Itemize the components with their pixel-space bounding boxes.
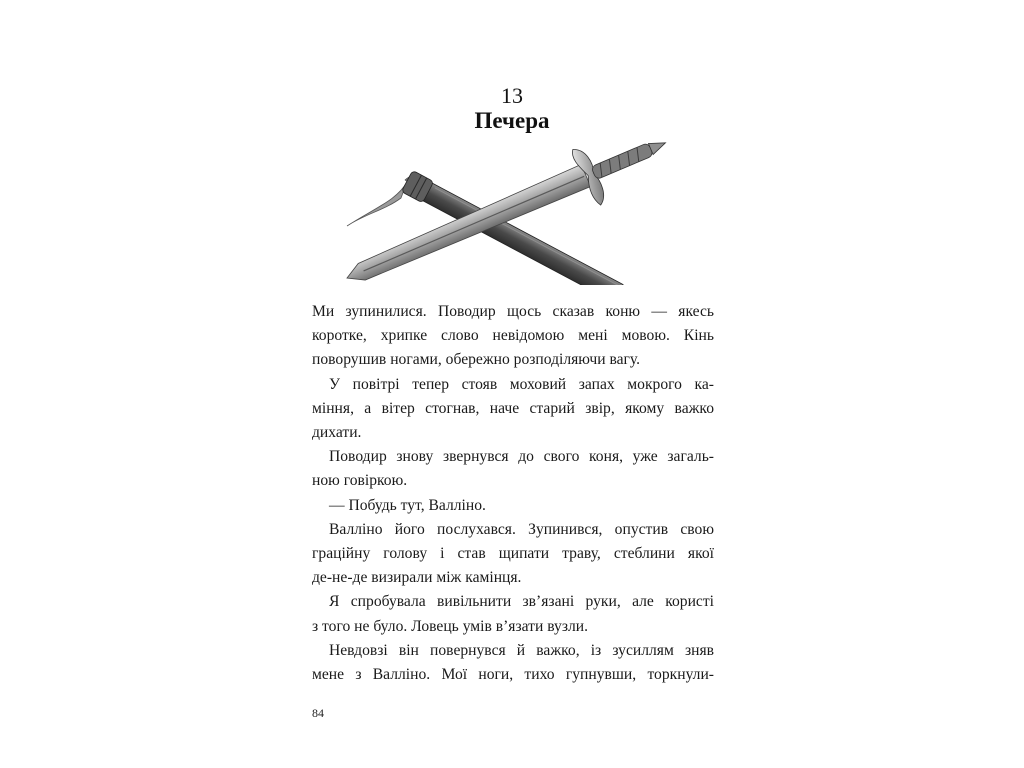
text-line: з того не було. Ловець умів в’язати вузли. [312, 617, 589, 635]
text-line: Поводир знову звернувся до свого коня, уже загаль- [329, 448, 714, 466]
body-text [312, 300, 714, 687]
chapter-title: Печера [474, 108, 550, 133]
text-line: Ми зупинилися. Поводир щось сказав коню — якесь [312, 303, 714, 320]
chapter-number: 13 [501, 83, 523, 108]
text-line: мене з Валліно. Мої ноги, тихо гупнувши, торкнули- [312, 666, 714, 684]
text-line: — Побудь тут, Валліно. [329, 496, 486, 514]
text-line: дихати. [312, 424, 362, 442]
text-line: Я спробувала вивільнити зв’язані руки, але користі [329, 593, 714, 611]
text-line: де-не-де визирали між камінця. [312, 569, 522, 587]
text-line: міння, а вітер стогнав, наче старий звір, якому важко [312, 399, 714, 417]
text-line: ною говіркою. [312, 472, 408, 490]
text-line: коротке, хрипке слово невідомою мені мовою. Кінь [312, 327, 714, 345]
sword-and-scabbard-illustration [335, 140, 695, 285]
text-line: Валліно його послухався. Зупинився, опустив свою [329, 520, 714, 538]
sword [335, 140, 678, 285]
text-line: У повітрі тепер стояв моховий запах мокрого ка- [329, 375, 714, 393]
strap-ribbon [347, 182, 407, 226]
page-number: 84 [312, 706, 324, 720]
text-line: поворушив ногами, обережно розподіляючи вагу. [312, 351, 641, 369]
text-line: Невдовзі він повернувся й важко, із зусиллям зняв [329, 641, 714, 659]
text-line: граційну голову і став щипати траву, стеблини якої [312, 545, 714, 563]
